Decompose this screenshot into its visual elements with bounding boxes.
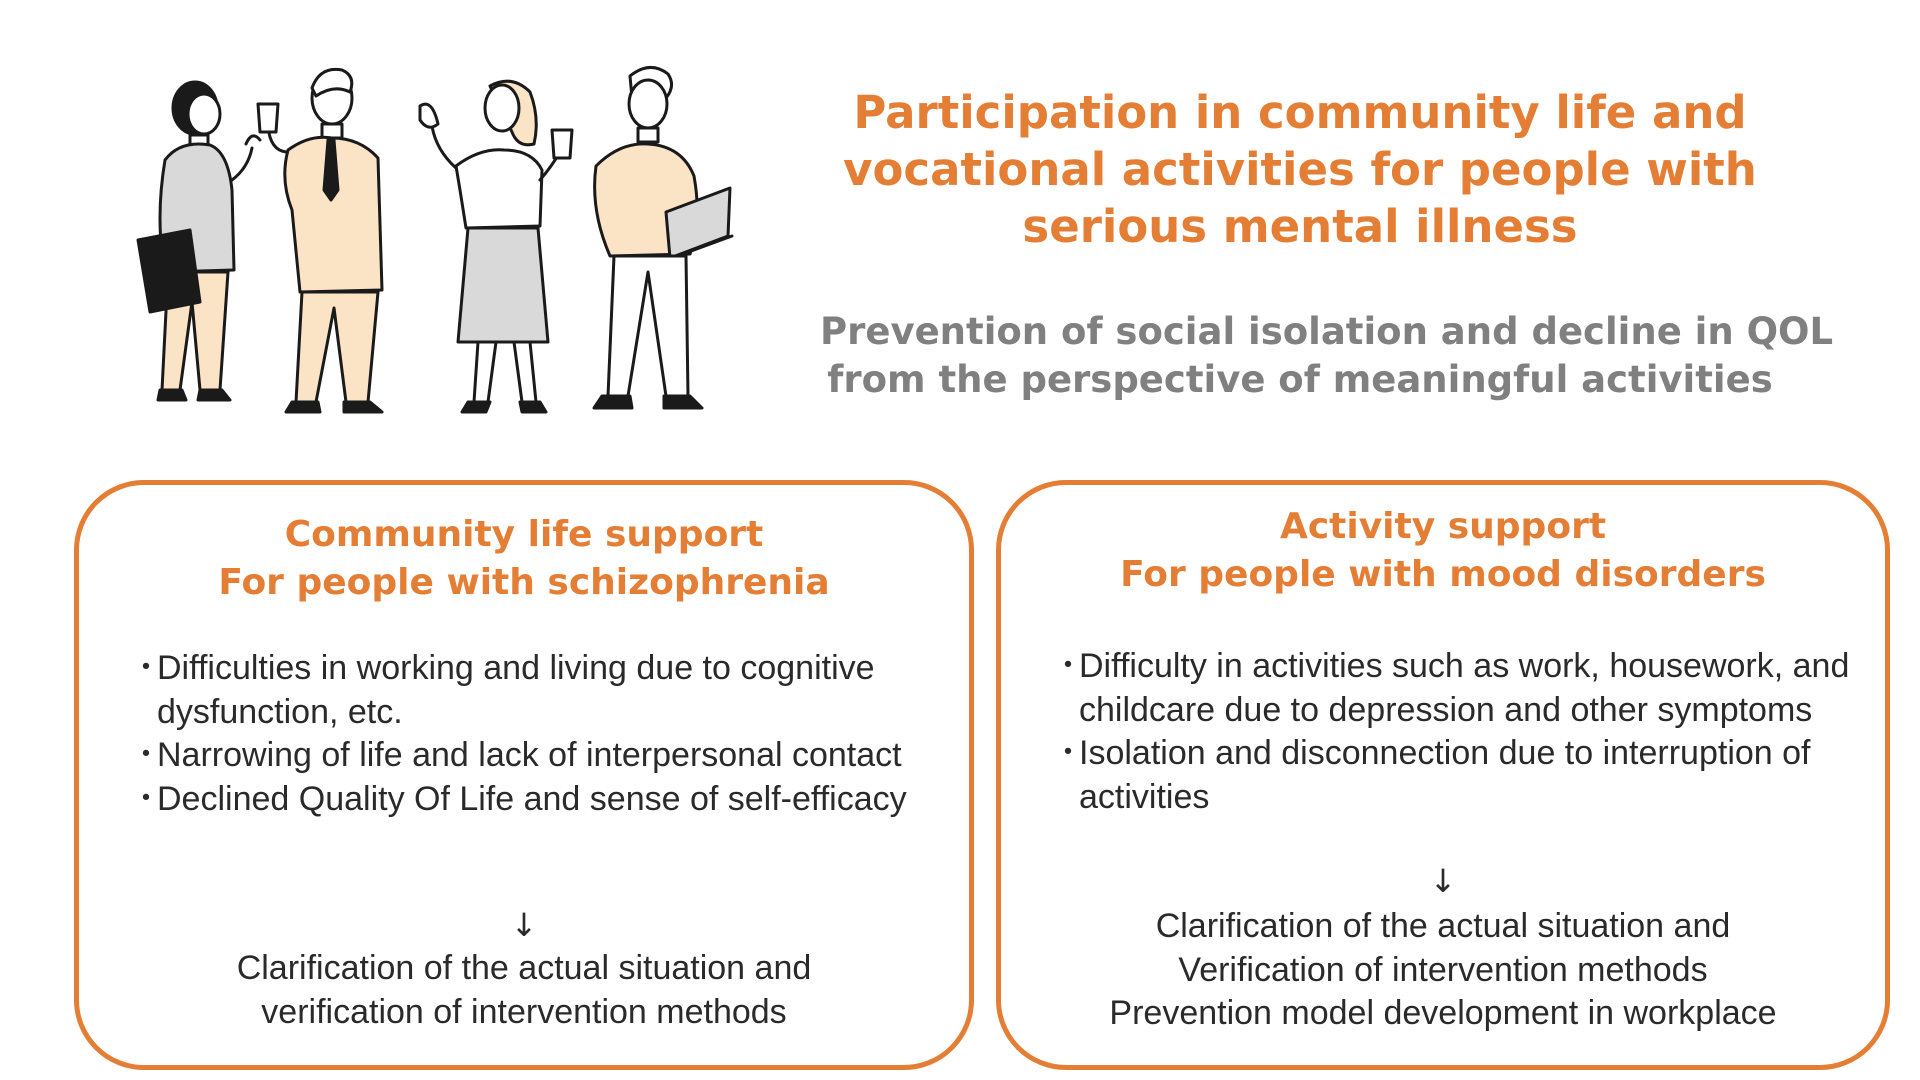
panel-heading-line: For people with mood disorders <box>1120 554 1766 595</box>
panel-heading <box>1001 503 1885 599</box>
bullet-text: Difficulty in activities such as work, housework, and childcare due to depression and other symptoms <box>1079 647 1850 729</box>
down-arrow-icon: ↓ <box>1429 862 1457 900</box>
conclusion-line: verification of intervention methods <box>261 992 787 1031</box>
main-title-line: serious mental illness <box>1022 200 1578 253</box>
conclusion-line: Prevention model development in workplace <box>1109 994 1777 1032</box>
man-in-suit-figure <box>258 69 382 412</box>
man-with-laptop-figure <box>594 67 732 408</box>
bullet-symbol: ・ <box>129 779 163 818</box>
bullet-text: Isolation and disconnection due to interruption of activities <box>1079 734 1811 816</box>
subtitle-line: Prevention of social isolation and decline in QOL <box>820 310 1834 353</box>
activity-support-panel <box>996 480 1890 1070</box>
subtitle-line: from the perspective of meaningful activities <box>827 358 1773 401</box>
woman-with-folder-figure <box>138 82 260 400</box>
panel-heading-line: Community life support <box>284 514 764 555</box>
bullet-symbol: ・ <box>129 649 163 687</box>
subtitle <box>820 308 1834 404</box>
bullet-text: Narrowing of life and lack of interpersonal contact <box>157 736 902 774</box>
main-title <box>820 84 1780 255</box>
conclusion-line: Clarification of the actual situation and <box>236 949 812 987</box>
main-title-line: Participation in community life and <box>853 86 1747 139</box>
panel-heading-line: For people with schizophrenia <box>218 562 830 603</box>
panel-conclusion <box>1001 905 1885 1036</box>
woman-waving-figure <box>420 81 572 412</box>
bullet-list <box>129 647 949 821</box>
conclusion-line: Verification of intervention methods <box>1178 950 1708 989</box>
bullet-list <box>1051 645 1871 819</box>
community-life-support-panel <box>74 480 974 1070</box>
people-illustration <box>120 40 780 460</box>
panel-heading-line: Activity support <box>1279 506 1607 547</box>
bullet-symbol: ・ <box>129 736 163 774</box>
main-title-line: vocational activities for people with <box>843 143 1757 196</box>
list-item <box>1051 645 1871 732</box>
bullet-text: Difficulties in working and living due to cognitive dysfunction, etc. <box>157 649 875 731</box>
conclusion-line: Clarification of the actual situation and <box>1155 907 1731 945</box>
list-item <box>129 778 949 822</box>
bullet-symbol: ・ <box>1051 647 1085 685</box>
down-arrow-icon: ↓ <box>510 906 538 944</box>
panel-heading <box>79 511 969 607</box>
list-item <box>129 647 949 734</box>
bullet-text: Declined Quality Of Life and sense of self-efficacy <box>157 779 907 818</box>
panel-conclusion <box>79 947 969 1034</box>
bullet-symbol: ・ <box>1051 734 1085 772</box>
list-item <box>129 734 949 778</box>
list-item <box>1051 732 1871 819</box>
